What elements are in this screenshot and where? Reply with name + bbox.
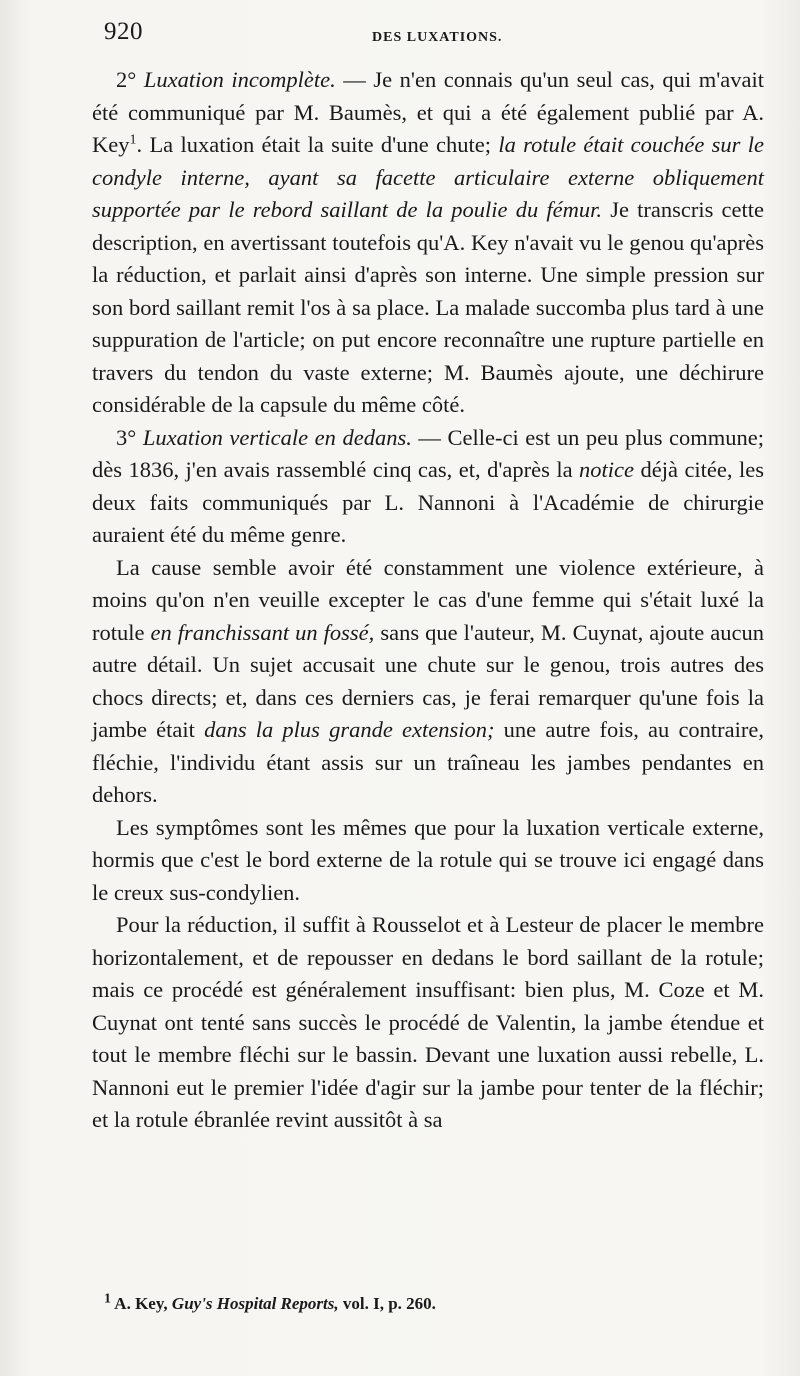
italic-span: Luxation verticale en dedans.: [142, 424, 412, 450]
text-span: une autre fois, au contraire, fléchie, l'individu étant assis sur un traîneau les jambes pendantes en dehors.: [92, 717, 765, 807]
text-span: déjà citée, les deux faits communiqués par L. Nannoni à l'Académie de chirurgie auraient été du même genre.: [92, 457, 765, 547]
running-title: DES LUXATIONS.: [372, 30, 503, 45]
paragraph-reduction: [92, 909, 764, 1137]
text-span: . La luxation était la suite d'une chute;: [136, 132, 499, 157]
footnote: [104, 1291, 764, 1314]
paragraph-vertical-luxation-inward: [92, 422, 764, 552]
text-span: La cause semble avoir été constamment une violence extérieure, à moins qu'on n'en veuille excepter le cas d'une femme qui s'était luxé la rotule: [92, 554, 764, 645]
text-span: Je transcris cette description, en avertissant toutefois qu'A. Key n'avait vu le genou qu'après la réduction, et parlait ainsi d'après son interne. Une simple pression sur son bord saillant remit l'os à sa place. La malade succomba plus tard à une suppuration de l'article; on put encore reconnaître une rupture partielle en travers du tendon du vaste externe; M. Baumès ajoute, une déchirure considérable de la capsule du même côté.: [92, 197, 764, 417]
text-span: 2°: [116, 67, 144, 92]
italic-span: la rotule était couchée sur le condyle interne, ayant sa facette articulaire externe obliquement supportée par le rebord saillant de la poulie du fémur.: [92, 132, 764, 222]
body-text: [92, 64, 764, 1137]
footnote-text: [111, 1294, 436, 1313]
footnote-marker: 1: [104, 1291, 111, 1307]
italic-span: dans la plus grande extension;: [204, 717, 495, 742]
italic-span: en franchissant un fossé,: [150, 619, 375, 645]
running-head: [104, 18, 764, 50]
paragraph-incomplete-luxation: [92, 64, 764, 422]
footnote-reference: 1: [129, 132, 137, 148]
text-span: sans que l'auteur, M. Cuynat, ajoute aucun autre détail. Un sujet accusait une chute sur le genou, trois autres des chocs directs; et, dans ces derniers cas, je ferai remarquer qu'une fois la jambe était: [92, 619, 765, 742]
page-number: 920: [104, 18, 143, 45]
italic-span: Luxation incomplète.: [143, 67, 336, 92]
paragraph-symptoms: [92, 812, 764, 910]
text-span: A. Key,: [111, 1294, 172, 1313]
text-span: 3°: [116, 424, 143, 450]
text-span: Pour la réduction, il suffit à Rousselot et à Lesteur de placer le membre horizontalement, et de repousser en dedans le bord saillant de la rotule; mais ce procédé est généralement insuffisant: bien plus, M. Coze et M. Cuynat ont tenté sans succès le procédé de Valentin, la jambe étendue et tout le membre fléchi sur le bassin. Devant une luxation aussi rebelle, L. Nannoni eut le premier l'idée d'agir sur la jambe pour tenter de la fléchir; et la rotule ébranlée revint aussitôt à sa: [92, 912, 764, 1132]
text-span: — Celle-ci est un peu plus commune; dès 1836, j'en avais rassemblé cinq cas, et, d'après la: [92, 424, 764, 482]
text-span: vol. I, p. 260.: [338, 1294, 436, 1313]
text-span: Les symptômes sont les mêmes que pour la luxation verticale externe, hormis que c'est le bord externe de la rotule qui se trouve ici engagé dans le creux sus-condylien.: [92, 814, 764, 905]
paragraph-cause: [92, 552, 764, 812]
italic-span: Guy's Hospital Reports,: [171, 1294, 339, 1313]
italic-span: notice: [579, 457, 635, 482]
text-span: — Je n'en connais qu'un seul cas, qui m'avait été communiqué par M. Baumès, et qui a été également publié par A. Key: [92, 67, 764, 157]
